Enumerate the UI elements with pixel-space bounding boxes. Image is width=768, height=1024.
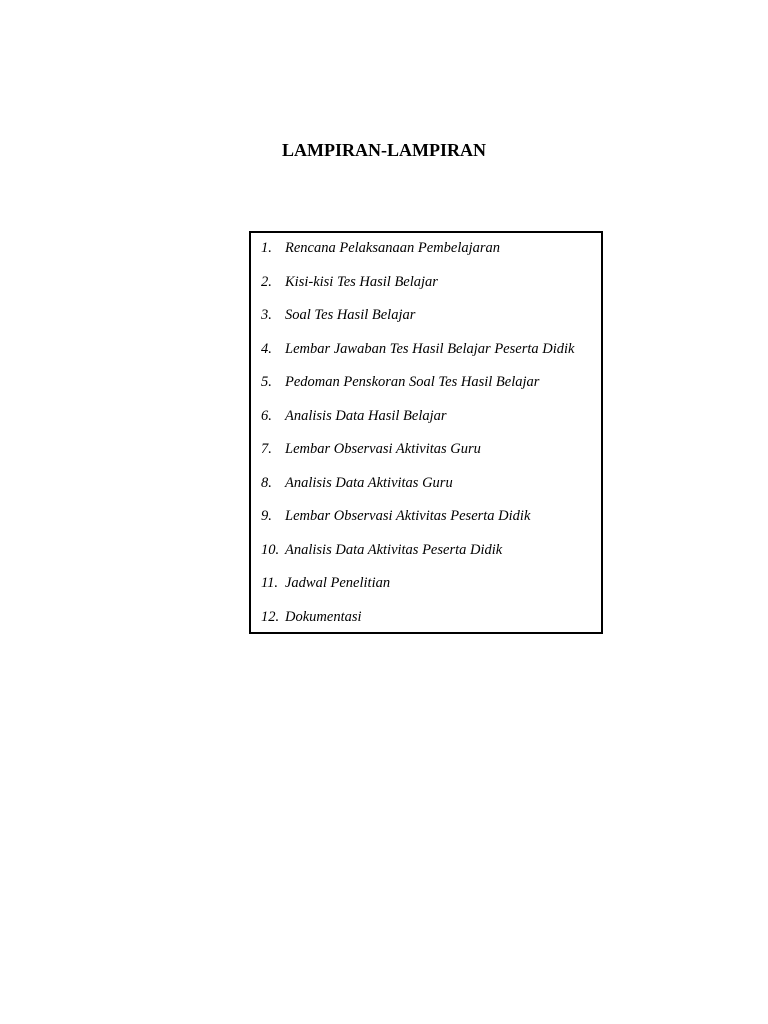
list-item-number: 7. <box>261 441 272 457</box>
appendix-list <box>261 238 574 640</box>
list-item-number: 1. <box>261 240 272 256</box>
appendix-list-box <box>249 231 603 634</box>
list-item <box>261 305 574 339</box>
list-item <box>261 372 574 406</box>
list-item-number: 8. <box>261 474 272 491</box>
list-item-number: 4. <box>261 340 272 357</box>
list-item <box>261 573 574 607</box>
list-item-text: Analisis Data Aktivitas Peserta Didik <box>285 541 503 558</box>
list-item <box>261 607 574 641</box>
list-item-text: Lembar Observasi Aktivitas Guru <box>285 441 481 457</box>
list-item-text: Pedoman Penskoran Soal Tes Hasil Belajar <box>285 374 540 390</box>
list-item-text: Kisi-kisi Tes Hasil Belajar <box>285 273 438 290</box>
list-item-number: 10. <box>261 541 280 558</box>
list-item-text: Soal Tes Hasil Belajar <box>285 307 416 323</box>
list-item-number: 2. <box>261 273 272 290</box>
list-item <box>261 506 574 540</box>
list-item-text: Lembar Observasi Aktivitas Peserta Didik <box>285 508 531 524</box>
list-item-text: Lembar Jawaban Tes Hasil Belajar Peserta Didik <box>285 340 575 357</box>
page-title: LAMPIRAN-LAMPIRAN <box>282 140 486 160</box>
list-item <box>261 473 574 507</box>
list-item-number: 11. <box>261 575 279 591</box>
list-item <box>261 238 574 272</box>
list-item-text: Rencana Pelaksanaan Pembelajaran <box>285 240 501 256</box>
list-item-text: Jadwal Penelitian <box>285 575 391 591</box>
list-item-number: 5. <box>261 374 272 390</box>
list-item-number: 3. <box>261 307 272 323</box>
list-item-number: 9. <box>261 508 272 524</box>
list-item-text: Analisis Data Aktivitas Guru <box>285 474 453 491</box>
list-item <box>261 272 574 306</box>
list-item-number: 6. <box>261 407 272 424</box>
list-item <box>261 540 574 574</box>
list-item-text: Analisis Data Hasil Belajar <box>285 407 447 424</box>
list-item-text: Dokumentasi <box>285 608 362 625</box>
list-item-number: 12. <box>261 608 280 625</box>
list-item <box>261 439 574 473</box>
list-item <box>261 339 574 373</box>
list-item <box>261 406 574 440</box>
